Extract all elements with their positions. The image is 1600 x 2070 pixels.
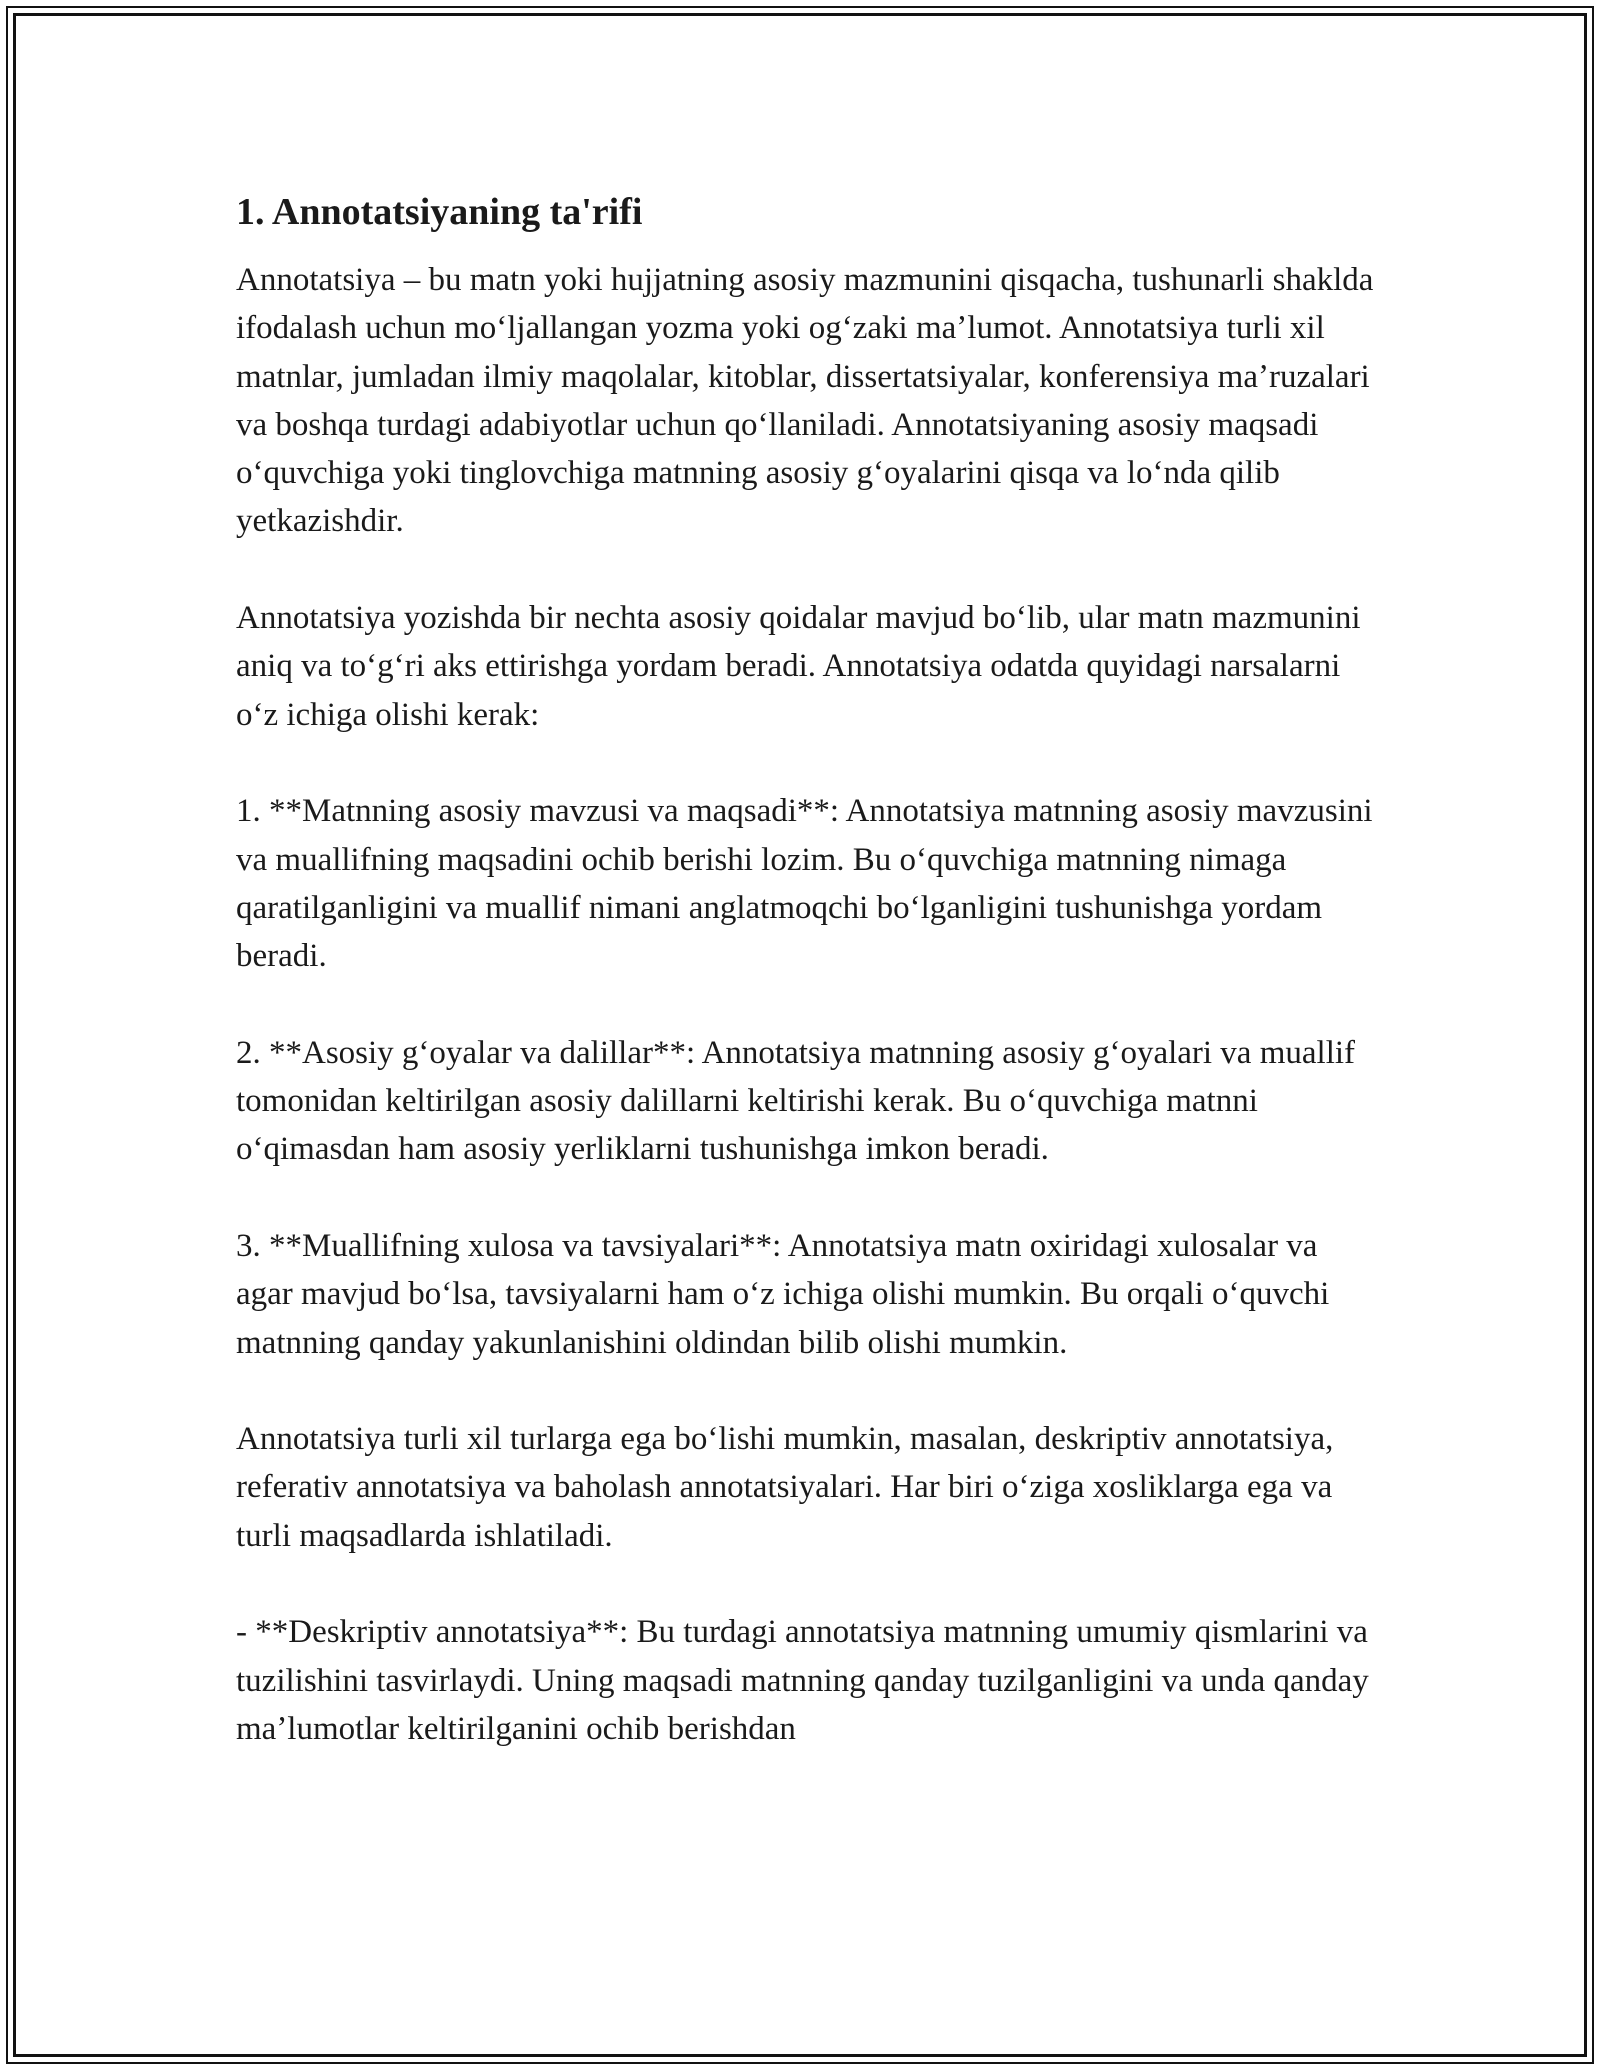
paragraph-definition: Annotatsiya – bu matn yoki hujjatning asosiy mazmunini qisqacha, tushunarli shaklda ifodalash uchun moʻljallangan yozma yoki ogʻzaki maʼlumot. Annotatsiya turli xil matnlar, jumladan ilmiy maqolalar, kitoblar, dissertatsiyalar, konferensiya maʼruzalari va boshqa turdagi adabiyotlar uchun qoʻllaniladi. Annotatsiyaning asosiy maqsadi oʻquvchiga yoki tinglovchiga matnning asosiy gʻoyalarini qisqa va loʻnda qilib yetkazishdir.	[236, 262, 1374, 540]
paragraph-rules-intro: Annotatsiya yozishda bir nechta asosiy qoidalar mavjud boʻlib, ular matn mazmunini aniq va toʻgʻri aks ettirishga yordam beradi. Annotatsiya odatda quyidagi narsalarni oʻz ichiga olishi kerak:	[236, 600, 1361, 733]
section-title: 1. Annotatsiyaning ta'rifi	[236, 191, 643, 233]
paragraph-item-2: 2. **Asosiy gʻoyalar va dalillar**: Annotatsiya matnning asosiy gʻoyalari va muallif tomonidan keltirilgan asosiy dalillarni keltirishi kerak. Bu oʻquvchiga matnni oʻqimasdan ham asosiy yerliklarni tushunishga imkon beradi.	[236, 1034, 1356, 1168]
paragraph-item-1: 1. **Matnning asosiy mavzusi va maqsadi**: Annotatsiya matnning asosiy mavzusini va muallifning maqsadini ochib berishi lozim. Bu oʻquvchiga matnning nimaga qaratilganligini va muallif nimani anglatmoqchi boʻlganligini tushunishga yordam beradi.	[236, 793, 1373, 975]
paragraph-types: Annotatsiya turli xil turlarga ega boʻlishi mumkin, masalan, deskriptiv annotatsiya, referativ annotatsiya va baholash annotatsiyalari. Har biri oʻziga xosliklarga ega va turli maqsadlarda ishlatiladi.	[236, 1421, 1334, 1554]
paragraph-item-3: 3. **Muallifning xulosa va tavsiyalari**: Annotatsiya matn oxiridagi xulosalar va agar mavjud boʻlsa, tavsiyalarni ham oʻz ichiga olishi mumkin. Bu orqali oʻquvchi matnning qanday yakunlanishini oldindan bilib olishi mumkin.	[236, 1227, 1330, 1361]
paragraph-descriptive: - **Deskriptiv annotatsiya**: Bu turdagi annotatsiya matnning umumiy qismlarini va tuzilishini tasvirlaydi. Uning maqsadi matnning qanday tuzilganligini va unda qanday maʼlumotlar keltirilganini ochib berishdan	[236, 1614, 1369, 1747]
document-body	[236, 188, 1376, 1753]
